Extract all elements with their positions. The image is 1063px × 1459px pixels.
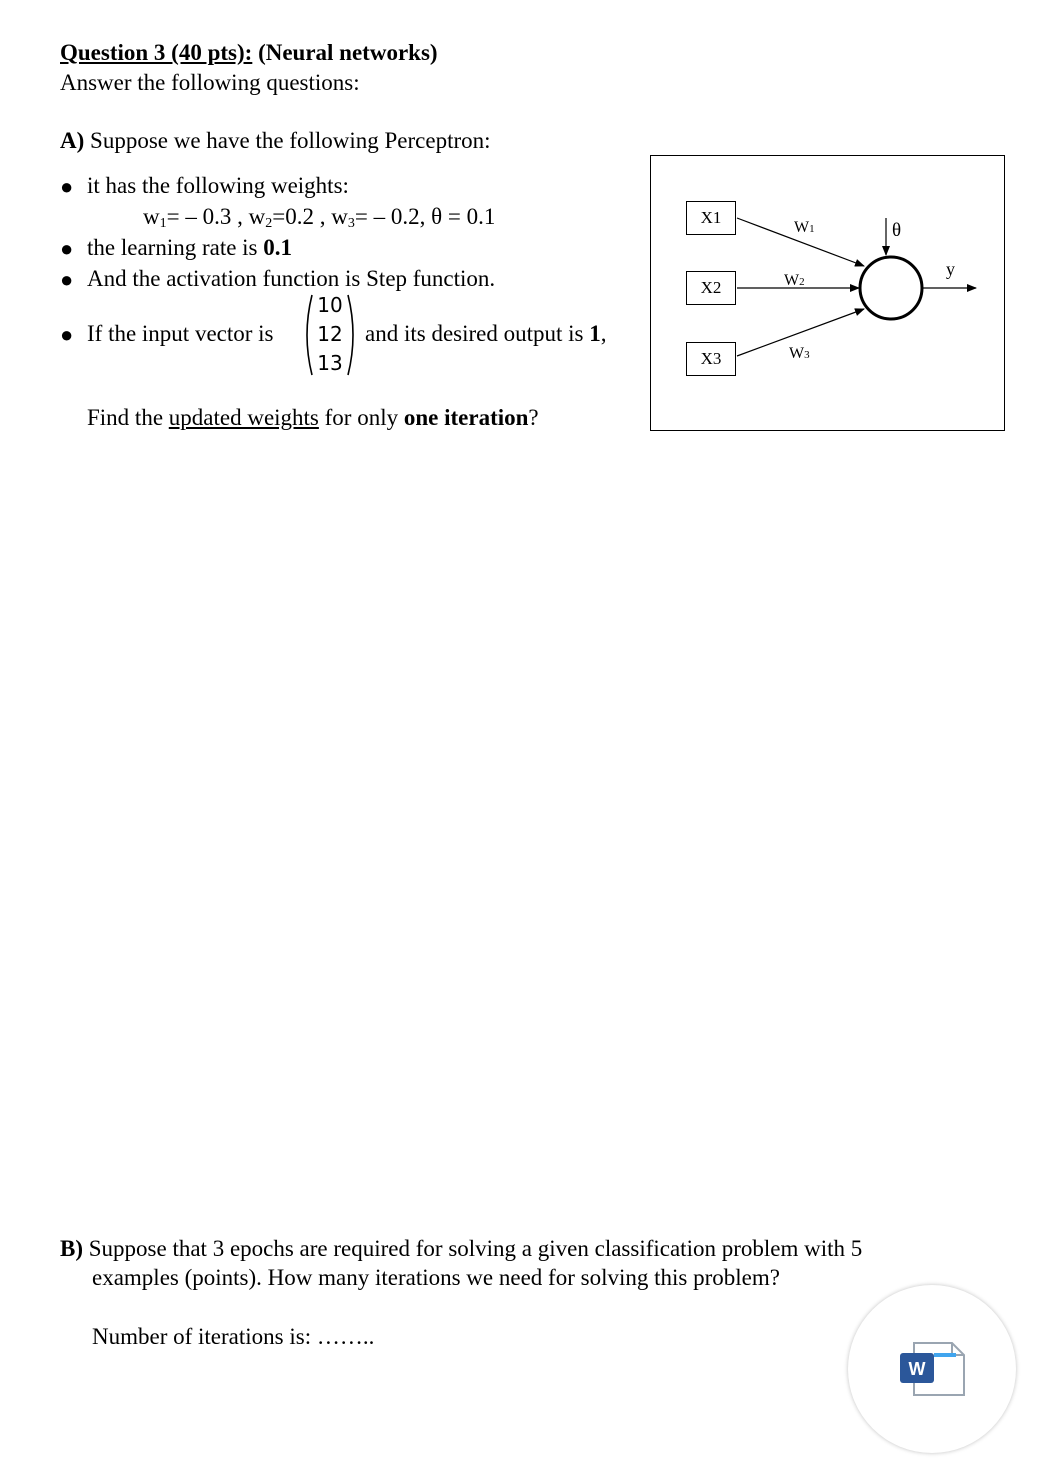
theta-label: θ [892, 220, 902, 241]
vector-entry: 12 [317, 322, 343, 346]
weight-sub: 2 [799, 276, 805, 288]
vector-entry: 13 [317, 351, 343, 375]
weight-name: W [789, 345, 805, 362]
w3-value: = – 0.2, [354, 204, 426, 229]
weight-label-w1 [794, 219, 815, 237]
find-underlined: updated weights [168, 405, 319, 430]
input-node-x1: X1 [686, 201, 736, 235]
w1-sub: 1 [159, 216, 167, 231]
bullet-dot: ● [60, 236, 74, 261]
desired-output-label: and its desired output is [365, 321, 590, 346]
part-b-label: B) [60, 1236, 83, 1261]
find-bold: one iteration [403, 405, 529, 430]
weight-name: W [784, 272, 800, 289]
bullet-input-vector-label: If the input vector is [87, 321, 274, 346]
find-post: ? [528, 405, 539, 430]
bullet-dot: ● [60, 267, 74, 292]
w2-sub: 2 [265, 216, 273, 231]
part-b-line1 [60, 1236, 862, 1262]
input-node-x3: X3 [686, 342, 736, 376]
iterations-answer-prompt: Number of iterations is: …….. [92, 1324, 375, 1349]
question-intro: Answer the following questions: [60, 70, 360, 95]
part-a-text: Suppose we have the following Perceptron: [84, 128, 491, 153]
perceptron-diagram [650, 155, 1005, 431]
part-a-label: A) [60, 128, 85, 153]
weight-label-w2 [784, 272, 805, 290]
neuron-node [860, 257, 922, 319]
weights-line [143, 204, 495, 232]
w1-value: = – 0.3 , [166, 204, 243, 229]
part-a-heading [60, 128, 491, 154]
learning-rate-value: 0.1 [263, 235, 293, 260]
weight-name: W [794, 219, 810, 236]
desired-output-text [365, 321, 606, 347]
part-b-line2: examples (points). How many iterations we need for solving this problem? [92, 1265, 780, 1290]
question-topic: (Neural networks) [252, 40, 438, 65]
vector-entry: 10 [317, 293, 343, 317]
weight-sub: 3 [804, 349, 810, 361]
learning-rate-text: the learning rate is [87, 235, 264, 260]
bullet-dot: ● [60, 174, 74, 199]
w2-name: w [248, 204, 266, 229]
bullet-weights-intro: it has the following weights: [87, 173, 349, 198]
desired-output-value: 1 [589, 321, 601, 346]
bullet-learning-rate [87, 235, 292, 261]
question-number: Question 3 (40 pts): [60, 40, 253, 65]
find-pre: Find the [87, 405, 169, 430]
bullet-activation: And the activation function is Step function. [87, 266, 496, 291]
word-doc-icon [848, 1285, 1016, 1453]
w2-value: =0.2 , [272, 204, 326, 229]
weight-sub: 1 [809, 223, 815, 235]
part-b-text: Suppose that 3 epochs are required for solving a given classification problem with 5 [83, 1236, 863, 1261]
w3-name: w [331, 204, 348, 229]
input-vector [300, 293, 360, 377]
svg-text:W: W [908, 1359, 926, 1379]
output-label-y: y [946, 259, 955, 279]
weight-label-w3 [789, 345, 810, 363]
theta-value: θ = 0.1 [431, 204, 496, 229]
word-app-badge[interactable] [848, 1285, 1016, 1453]
w1-name: w [143, 204, 160, 229]
w3-sub: 3 [347, 216, 355, 231]
desired-output-comma: , [600, 321, 607, 346]
find-mid: for only [318, 405, 404, 430]
bullet-dot: ● [60, 322, 74, 347]
question-title [60, 40, 438, 66]
input-node-x2: X2 [686, 271, 736, 305]
find-instruction [87, 405, 539, 431]
